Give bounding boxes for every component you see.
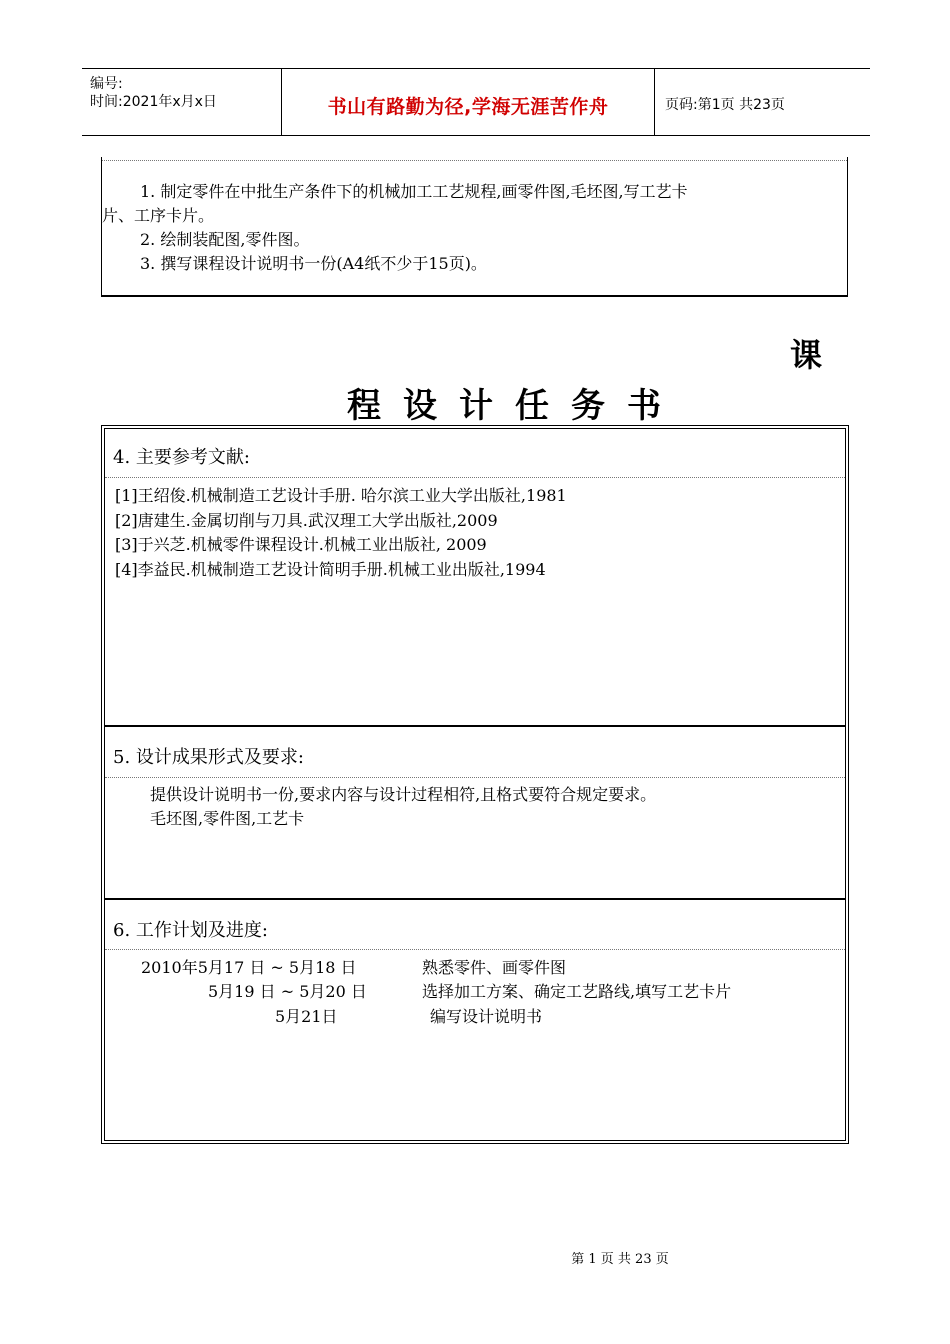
requirements-text bbox=[102, 180, 841, 276]
requirement-line-2: 2. 绘制装配图,零件图。 bbox=[140, 230, 310, 249]
header-motto: 书山有路勤为径,学海无涯苦作舟 bbox=[327, 96, 609, 118]
doc-number-label: 编号: bbox=[90, 76, 123, 92]
task-frame-inner bbox=[104, 428, 846, 1141]
schedule-heading: 6. 工作计划及进度: bbox=[113, 920, 268, 941]
reference-item: [1]王绍俊.机械制造工艺设计手册. 哈尔滨工业大学出版社,1981 bbox=[115, 486, 567, 505]
reference-item: [4]李益民.机械制造工艺设计简明手册.机械工业出版社,1994 bbox=[115, 560, 546, 579]
deliverables-heading: 5. 设计成果形式及要求: bbox=[113, 747, 304, 768]
reference-item: [3]于兴芝.机械零件课程设计.机械工业出版社, 2009 bbox=[115, 535, 487, 554]
requirement-line-3: 3. 撰写课程设计说明书一份(A4纸不少于15页)。 bbox=[140, 254, 487, 273]
header-page-info: 页码:第1页 共23页 bbox=[665, 97, 785, 113]
doc-time-label: 时间:2021年x月x日 bbox=[90, 94, 217, 110]
dotted-divider bbox=[102, 160, 847, 161]
reference-item: [2]唐建生.金属切削与刀具.武汉理工大学出版社,2009 bbox=[115, 511, 498, 530]
schedule-task: 选择加工方案、确定工艺路线,填写工艺卡片 bbox=[422, 982, 732, 1001]
references-heading: 4. 主要参考文献: bbox=[113, 447, 250, 468]
header-info-cell bbox=[82, 69, 282, 135]
schedule-date: 2010年5月17 日 ~ 5月18 日 bbox=[141, 958, 357, 977]
schedule-date: 5月21日 bbox=[275, 1007, 338, 1026]
header-page-cell bbox=[655, 69, 870, 135]
task-frame bbox=[101, 425, 849, 1144]
deliverables-line-1: 提供设计说明书一份,要求内容与设计过程相符,且格式要符合规定要求。 bbox=[150, 785, 657, 804]
schedule-task: 编写设计说明书 bbox=[430, 1007, 543, 1026]
header-motto-cell bbox=[282, 69, 655, 135]
schedule-task: 熟悉零件、画零件图 bbox=[422, 958, 567, 977]
dotted-divider bbox=[105, 477, 845, 478]
dotted-divider bbox=[105, 949, 845, 950]
section-divider bbox=[105, 898, 845, 900]
requirements-box bbox=[101, 157, 848, 297]
dotted-divider bbox=[105, 777, 845, 778]
deliverables-line-2: 毛坯图,零件图,工艺卡 bbox=[150, 809, 305, 828]
requirement-line-1-wrap: 片、工序卡片。 bbox=[102, 206, 215, 225]
page-header bbox=[82, 68, 870, 136]
schedule-date: 5月19 日 ~ 5月20 日 bbox=[208, 982, 367, 1001]
page-title: 程设计任务书 bbox=[347, 386, 683, 426]
section-divider bbox=[105, 725, 845, 727]
title-part-1: 课 bbox=[790, 336, 823, 374]
page-footer: 第 1 页 共 23 页 bbox=[571, 1252, 669, 1267]
requirement-line-1: 1. 制定零件在中批生产条件下的机械加工工艺规程,画零件图,毛坯图,写工艺卡 bbox=[140, 182, 688, 201]
